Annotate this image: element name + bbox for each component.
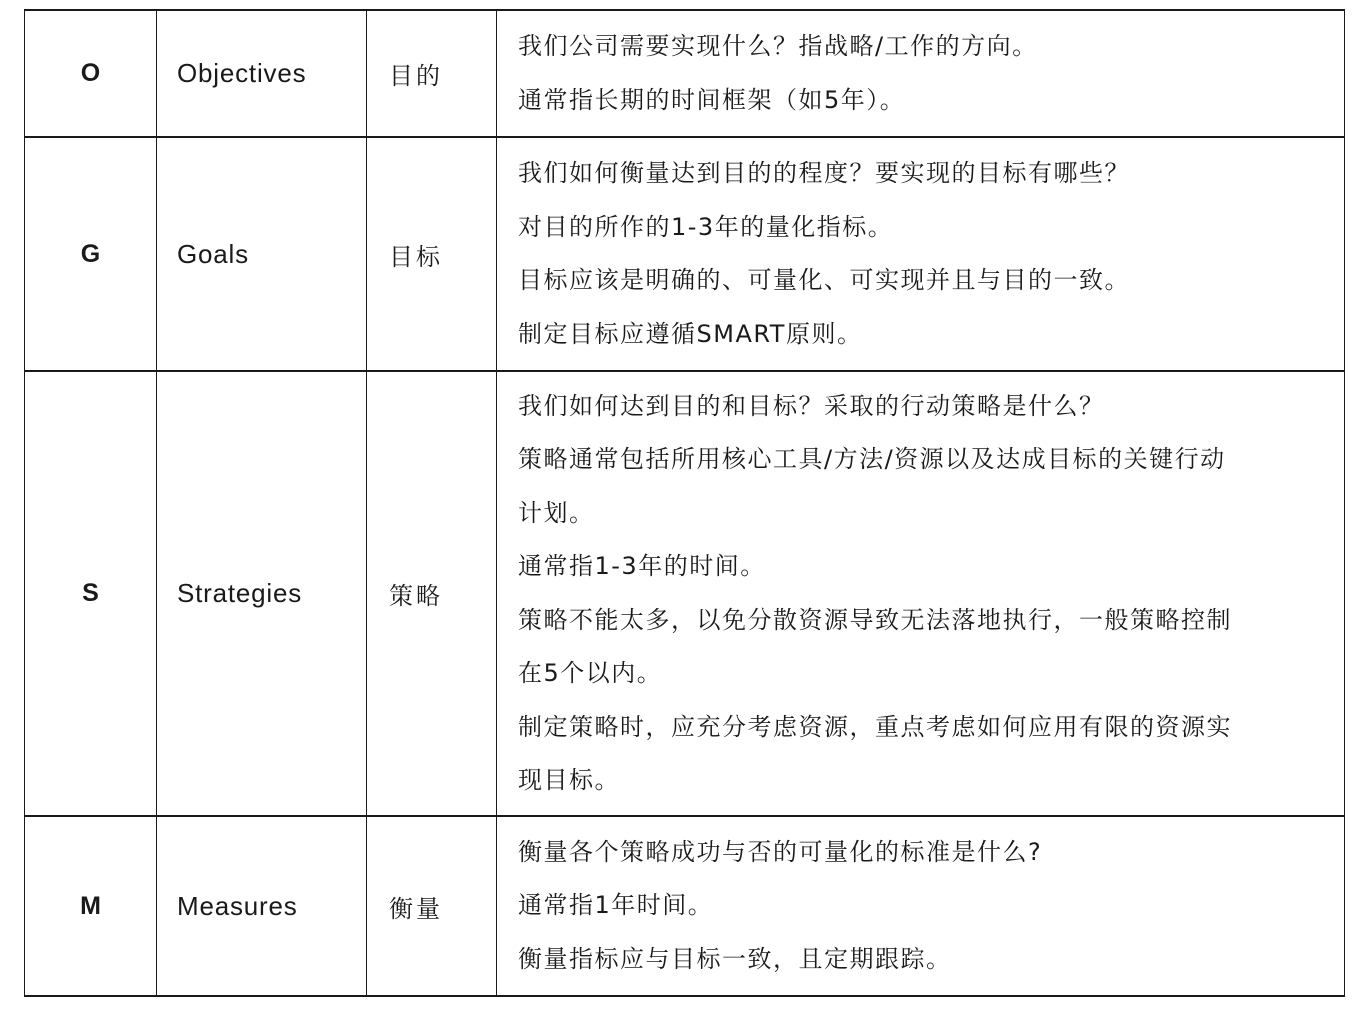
- row-english-term: Objectives: [157, 10, 367, 137]
- row-chinese-term: 目的: [367, 10, 497, 137]
- description-line: 现目标。: [518, 766, 620, 794]
- ogsm-table-body: [25, 10, 1345, 996]
- row-english-term: Goals: [157, 137, 367, 371]
- description-line: 策略不能太多，以免分散资源导致无法落地执行，一般策略控制: [518, 605, 1232, 634]
- ogsm-table: [24, 9, 1345, 997]
- row-chinese-term: 目标: [367, 137, 497, 371]
- description-line: 衡量各个策略成功与否的可量化的标准是什么?: [518, 837, 1043, 866]
- description-line: 对目的所作的1-3年的量化指标。: [518, 212, 894, 241]
- row-chinese-term: 衡量: [367, 816, 497, 996]
- row-description: [497, 137, 1345, 371]
- table-row-objectives: [25, 10, 1345, 137]
- description-line: 通常指长期的时间框架（如5年）。: [518, 85, 906, 114]
- row-chinese-term: 策略: [367, 371, 497, 816]
- description-line: 衡量指标应与目标一致，且定期跟踪。: [518, 944, 952, 973]
- row-english-term: Measures: [157, 816, 367, 996]
- row-letter: G: [25, 137, 157, 371]
- description-line: 目标应该是明确的、可量化、可实现并且与目的一致。: [518, 266, 1130, 294]
- description-line: 计划。: [518, 498, 595, 527]
- description-line: 制定目标应遵循SMART原则。: [518, 319, 863, 348]
- description-line: 策略通常包括所用核心工具/方法/资源以及达成目标的关键行动: [518, 445, 1226, 473]
- table-row-goals: [25, 137, 1345, 371]
- description-line: 我们如何达到目的和目标？采取的行动策略是什么？: [518, 391, 1105, 420]
- row-description: [497, 10, 1345, 137]
- description-line: 在5个以内。: [518, 659, 663, 687]
- description-line: 我们如何衡量达到目的的程度？要实现的目标有哪些？: [518, 159, 1130, 187]
- row-letter: O: [25, 10, 157, 137]
- row-letter: S: [25, 371, 157, 816]
- row-description: [497, 371, 1345, 816]
- row-english-term: Strategies: [157, 371, 367, 816]
- description-line: 我们公司需要实现什么？指战略/工作的方向。: [518, 32, 1038, 60]
- table-row-measures: [25, 816, 1345, 996]
- table-row-strategies: [25, 371, 1345, 816]
- row-letter: M: [25, 816, 157, 996]
- description-line: 通常指1年时间。: [518, 891, 714, 920]
- description-line: 通常指1-3年的时间。: [518, 552, 766, 580]
- row-description: [497, 816, 1345, 996]
- description-line: 制定策略时，应充分考虑资源，重点考虑如何应用有限的资源实: [518, 712, 1232, 741]
